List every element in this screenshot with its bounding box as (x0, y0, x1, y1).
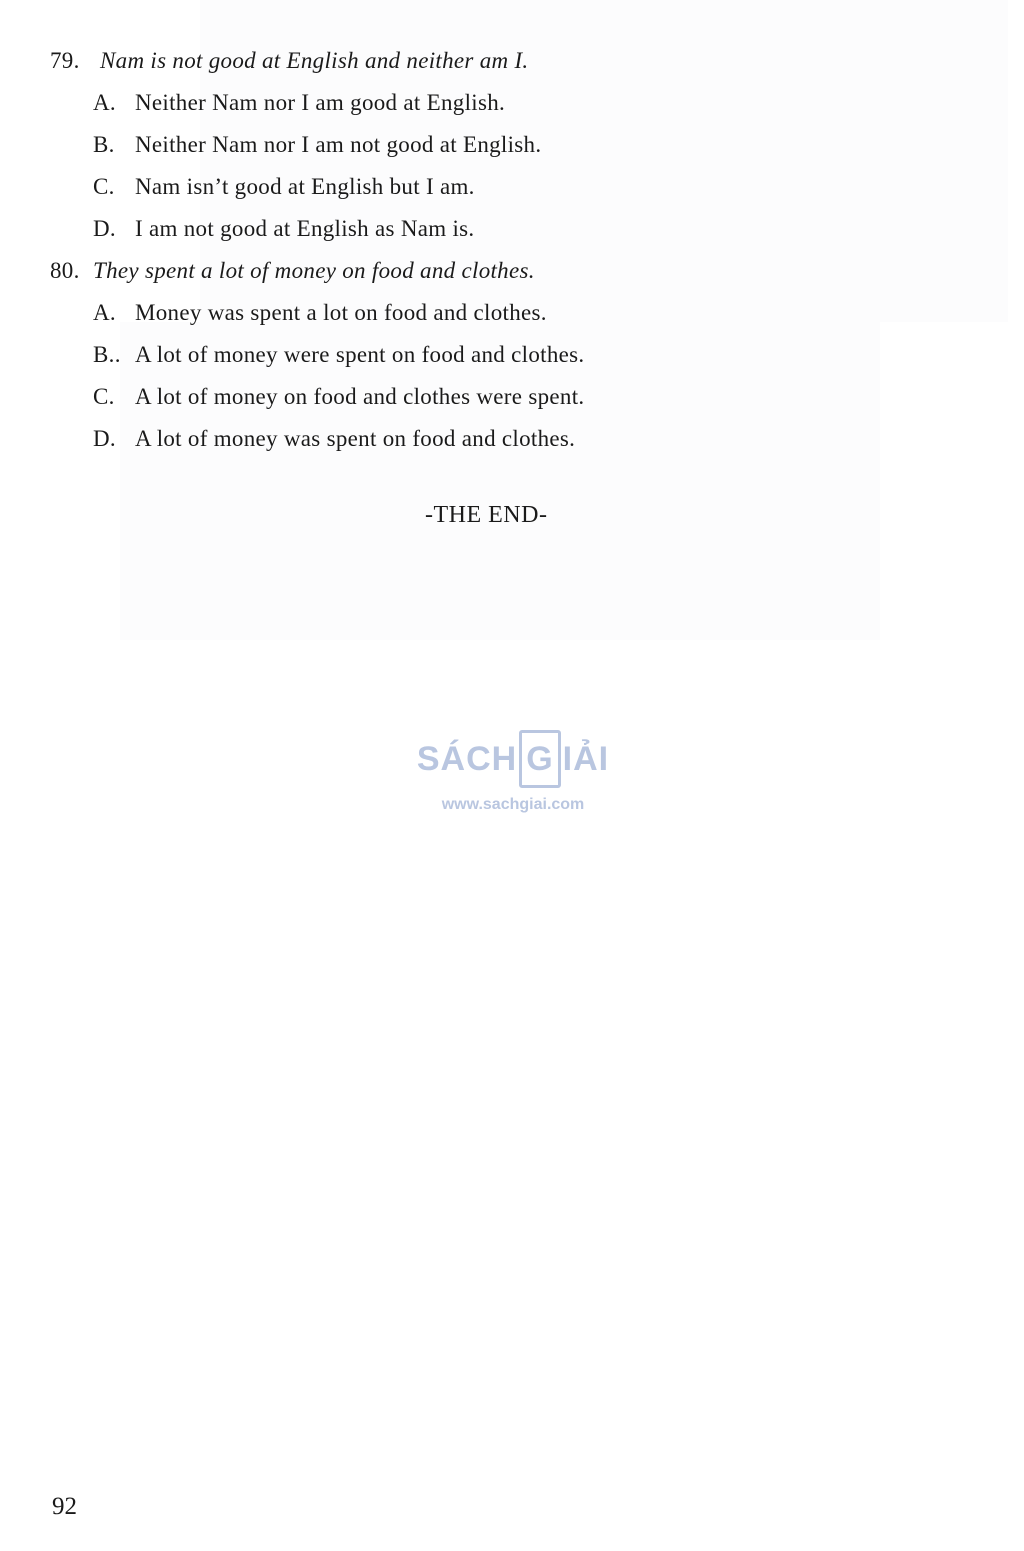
question-80-option-a (93, 298, 547, 328)
question-number: 80. (50, 258, 80, 283)
option-text: Nam isn’t good at English but I am. (135, 174, 475, 199)
option-letter: C. (93, 384, 115, 409)
watermark-logo (408, 726, 618, 792)
question-79-stem-line (50, 46, 528, 76)
question-79-option-b (93, 130, 541, 160)
watermark-brand-right: IẢI (562, 740, 610, 778)
watermark-url: www.sachgiai.com (441, 796, 585, 813)
question-80-option-b (93, 340, 584, 370)
option-text: Money was spent a lot on food and clothes. (135, 300, 547, 325)
question-79-option-d (93, 214, 475, 244)
option-letter: A. (93, 90, 116, 115)
question-79-option-c (93, 172, 475, 202)
question-stem: They spent a lot of money on food and clothes. (93, 258, 535, 283)
question-80-stem-line (50, 256, 535, 286)
watermark-brand-box: G (519, 730, 560, 788)
option-letter: B. (93, 132, 115, 157)
question-80-option-c (93, 382, 584, 412)
option-letter: C. (93, 174, 115, 199)
the-end-label: -THE END- (425, 502, 548, 528)
sachgiai-watermark (408, 726, 618, 826)
question-79-option-a (93, 88, 505, 118)
option-text: A lot of money were spent on food and clothes. (135, 342, 585, 367)
option-text: I am not good at English as Nam is. (135, 216, 475, 241)
question-stem: Nam is not good at English and neither am I. (100, 48, 529, 73)
option-text: A lot of money was spent on food and clothes. (135, 426, 576, 451)
option-text: Neither Nam nor I am good at English. (135, 90, 506, 115)
question-number: 79. (50, 48, 80, 73)
question-80-option-d (93, 424, 575, 454)
option-letter: D. (93, 426, 116, 451)
option-letter: D. (93, 216, 116, 241)
option-text: Neither Nam nor I am not good at English. (135, 132, 542, 157)
page-number: 92 (52, 1493, 77, 1520)
option-text: A lot of money on food and clothes were spent. (135, 384, 585, 409)
watermark-brand-left: SÁCH (416, 740, 518, 778)
option-letter: A. (93, 300, 116, 325)
option-letter: B.. (93, 342, 121, 367)
